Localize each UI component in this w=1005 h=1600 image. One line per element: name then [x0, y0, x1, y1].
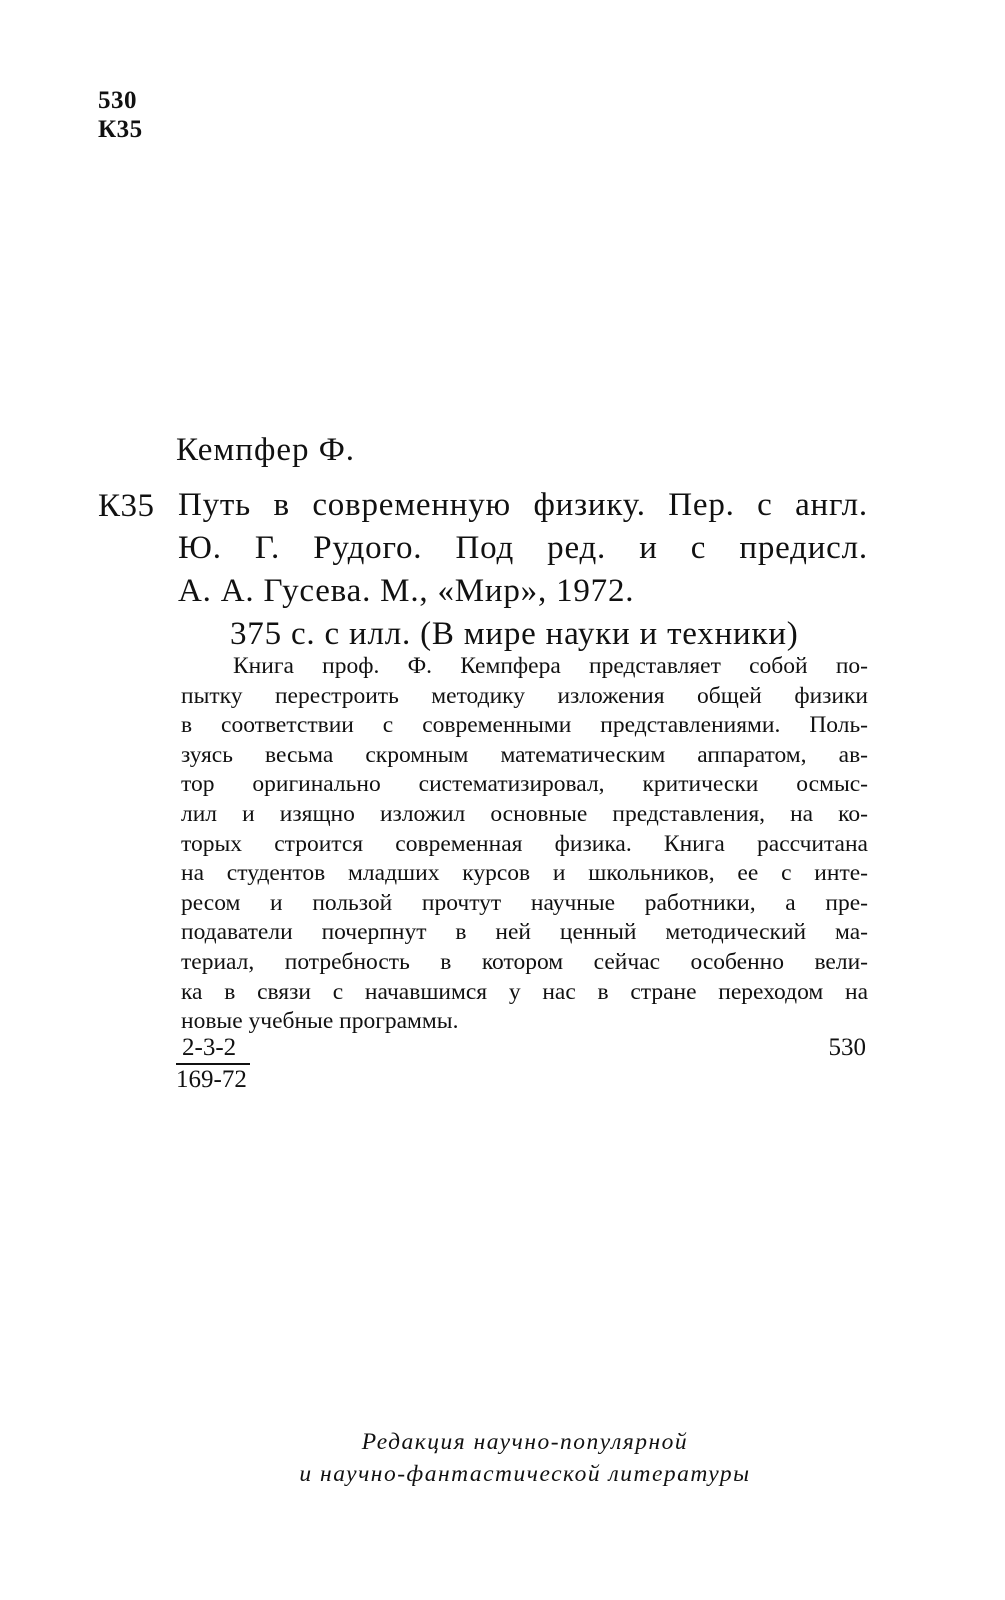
annotation-line: Книга проф. Ф. Кемпфера представляет собой по-: [233, 653, 868, 679]
price-code-denominator: 169-72: [176, 1066, 247, 1093]
title-word: с: [757, 487, 773, 523]
title-word: в: [273, 487, 290, 523]
annotation-line: торых строится современная физика. Книга рассчитана: [181, 830, 868, 857]
annotation-line: новые учебные программы.: [181, 1008, 459, 1035]
title-word: с: [690, 530, 707, 566]
annotation-line: ка в связи с начавшимся у нас в стране переходом на: [181, 978, 868, 1005]
title-word: физику.: [533, 487, 646, 523]
title-word: Под: [455, 530, 515, 566]
title-word: Г.: [254, 530, 281, 566]
title-line-2: [178, 527, 868, 570]
title-line-3: А. А. Гусева. М., «Мир», 1972.: [178, 573, 635, 609]
annotation-line: тор оригинально систематизировал, критически осмыс-: [181, 771, 868, 798]
annotation-line: лил и изящно изложил основные представления, на ко-: [181, 800, 868, 827]
annotation-line: на студентов младших курсов и школьников, ее с инте-: [181, 860, 868, 887]
editorial-line-1: Редакция научно-популярной: [361, 1429, 689, 1455]
title-word: англ.: [795, 487, 868, 523]
annotation-line: зуясь весьма скромным математическим аппаратом, ав-: [181, 741, 868, 768]
price-code-numerator: 2-3-2: [176, 1033, 250, 1065]
price-code-fraction: [176, 1033, 250, 1095]
classification-block: [98, 86, 143, 144]
title-line-1: [178, 484, 868, 527]
annotation-line: подаватели почерпнут в ней ценный методический ма-: [181, 919, 868, 946]
udc-code: 530: [98, 87, 137, 114]
author-mark: К35: [98, 116, 143, 143]
udc-code-right: 530: [828, 1034, 866, 1061]
title-word: Рудого.: [313, 530, 423, 566]
catalog-code: К35: [98, 488, 155, 524]
annotation-line: пытку перестроить методику изложения общей физики: [181, 682, 868, 709]
annotation-line: териал, потребность в котором сейчас особенно вели-: [181, 948, 868, 975]
title-word: Путь: [178, 487, 252, 523]
annotation-line: ресом и пользой прочтут научные работники, а пре-: [181, 889, 868, 916]
annotation-line: в соответствии с современными представлениями. Поль-: [181, 712, 868, 739]
title-word: Пер.: [668, 487, 735, 523]
title-word: современную: [312, 487, 511, 523]
title-word: предисл.: [739, 530, 868, 566]
bibliographic-description: [178, 484, 868, 656]
title-word: Ю.: [178, 530, 222, 566]
title-line-4: 375 с. с илл. (В мире науки и техники): [230, 616, 799, 652]
title-word: и: [639, 530, 658, 566]
editorial-line-2: и научно-фантастической литературы: [299, 1461, 751, 1487]
annotation-paragraph: [181, 652, 868, 1037]
title-word: ред.: [547, 530, 607, 566]
editorial-office: [180, 1426, 870, 1490]
author-name: Кемпфер Ф.: [176, 432, 356, 468]
